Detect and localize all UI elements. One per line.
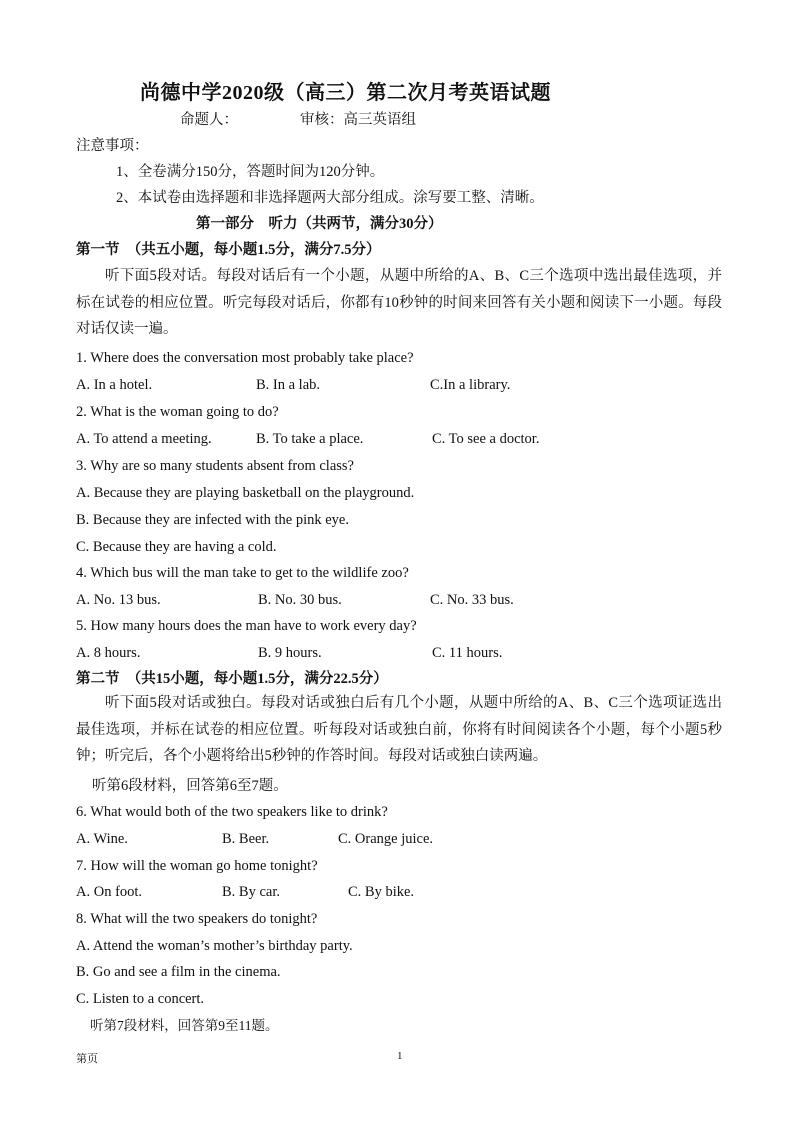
q1-option-a: A. In a hotel. [76, 377, 153, 393]
q1-option-b: B. In a lab. [256, 377, 321, 393]
material-6-instruction: 听第6段材料，回答第6至7题。 [92, 778, 288, 794]
footer-page-label: 第页 [76, 1053, 98, 1065]
q5-option-a: A. 8 hours. [76, 645, 141, 661]
author-label: 命题人： [180, 112, 238, 128]
part1-heading: 第一部分 听力（共两节，满分30分） [196, 216, 443, 232]
section2-instructions: 听下面5段对话或独白。每段对话或独白后有几个小题，从题中所给的A、B、C三个选项证选出最佳选项，并标在试卷的相应位置。听每段对话或独白前，你将有时间阅读各个小题，每个小题5秒钟；听完后，各个小题将给出5秒钟的作答时间。每段对话或独白读两遍。 [76, 695, 722, 765]
question-1: 1. Where does the conversation most probably take place? [76, 350, 414, 366]
section1-instructions: 听下面5段对话。每段对话后有一个小题，从题中所给的A、B、C三个选项中选出最佳选项，并标在试卷的相应位置。听完每段对话后，你都有10秒钟的时间来回答有关小题和阅读下一小题。每段对话仅读一遍。 [76, 268, 722, 338]
q4-option-c: C. No. 33 bus. [430, 592, 514, 608]
question-2: 2. What is the woman going to do? [76, 404, 279, 420]
section2-heading: 第二节 （共15小题，每小题1.5分，满分22.5分） [76, 671, 388, 687]
notice-item: 2、本试卷由选择题和非选择题两大部分组成。涂写要工整、清晰。 [116, 190, 544, 206]
q6-option-a: A. Wine. [76, 831, 128, 847]
exam-title: 尚德中学2020级（高三）第二次月考英语试题 [140, 82, 551, 104]
question-8: 8. What will the two speakers do tonight? [76, 911, 318, 927]
q3-option-a: A. Because they are playing basketball on the playground. [76, 485, 415, 501]
q8-option-b: B. Go and see a film in the cinema. [76, 964, 281, 980]
question-6: 6. What would both of the two speakers like to drink? [76, 804, 388, 820]
q2-option-a: A. To attend a meeting. [76, 431, 212, 447]
q5-option-c: C. 11 hours. [432, 645, 503, 661]
question-5: 5. How many hours does the man have to work every day? [76, 618, 417, 634]
section1-heading: 第一节 （共五小题，每小题1.5分，满分7.5分） [76, 242, 381, 258]
q5-option-b: B. 9 hours. [258, 645, 322, 661]
q7-option-b: B. By car. [222, 884, 280, 900]
q6-option-b: B. Beer. [222, 831, 270, 847]
question-3: 3. Why are so many students absent from class? [76, 458, 354, 474]
notice-heading: 注意事项： [76, 138, 149, 154]
question-4: 4. Which bus will the man take to get to the wildlife zoo? [76, 565, 409, 581]
q4-option-a: A. No. 13 bus. [76, 592, 161, 608]
q1-option-c: C.In a library. [430, 377, 511, 393]
q3-option-b: B. Because they are infected with the pink eye. [76, 512, 349, 528]
q8-option-a: A. Attend the woman’s mother’s birthday party. [76, 938, 353, 954]
q4-option-b: B. No. 30 bus. [258, 592, 342, 608]
q7-option-c: C. By bike. [348, 884, 415, 900]
q6-option-c: C. Orange juice. [338, 831, 434, 847]
footer-page-number: 1 [397, 1050, 403, 1062]
q2-option-c: C. To see a doctor. [432, 431, 540, 447]
q8-option-c: C. Listen to a concert. [76, 991, 205, 1007]
q2-option-b: B. To take a place. [256, 431, 364, 447]
notice-item: 1、全卷满分150分，答题时间为120分钟。 [116, 164, 385, 180]
question-7: 7. How will the woman go home tonight? [76, 858, 318, 874]
q3-option-c: C. Because they are having a cold. [76, 539, 277, 555]
q7-option-a: A. On foot. [76, 884, 143, 900]
material-7-instruction: 听第7段材料，回答第9至11题。 [90, 1018, 279, 1033]
reviewer-label: 审核：高三英语组 [300, 112, 416, 128]
